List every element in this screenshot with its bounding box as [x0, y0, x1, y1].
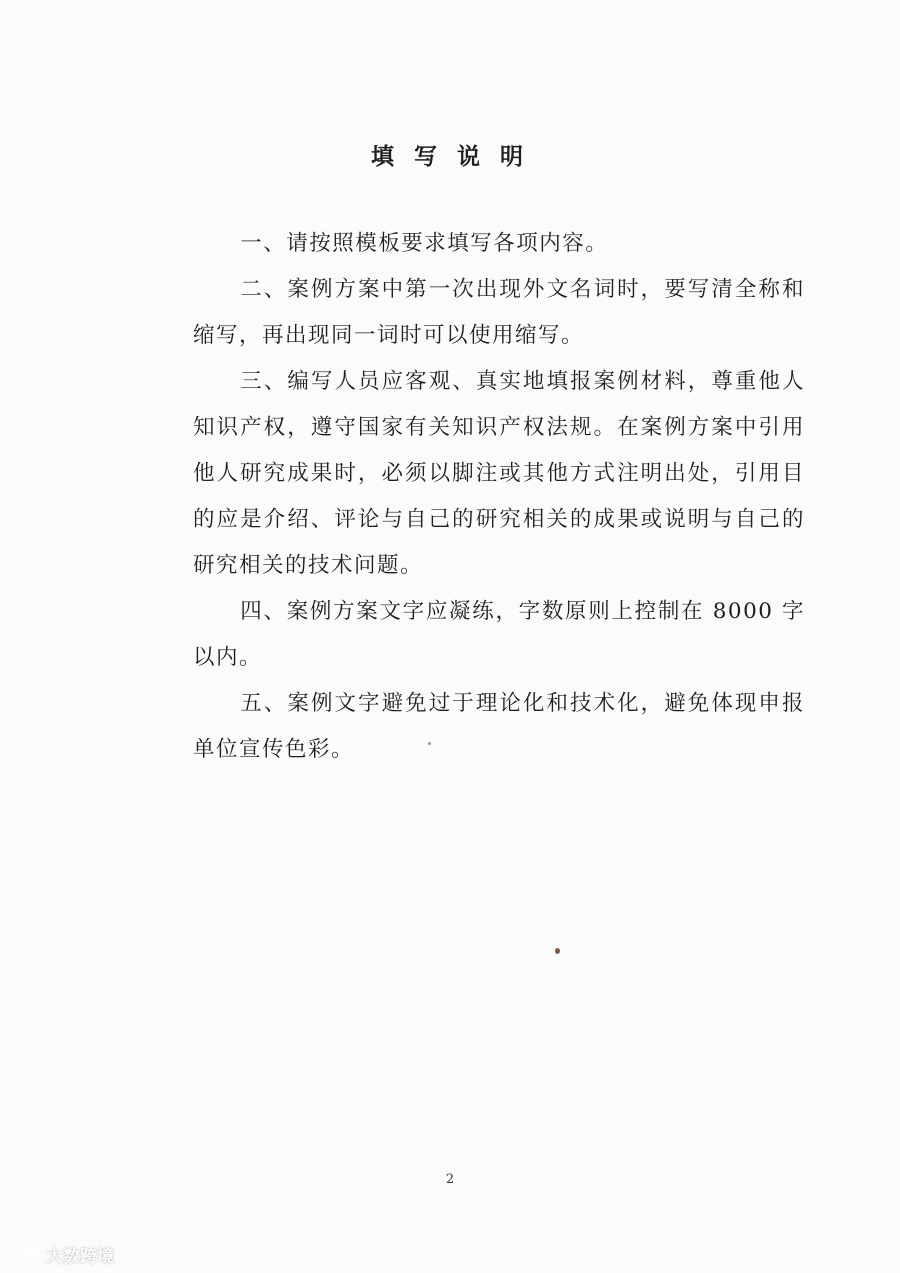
instructions-body [193, 221, 805, 773]
instruction-item-2: 二、案例方案中第一次出现外文名词时，要写清全称和缩写，再出现同一词时可以使用缩写。 [193, 277, 805, 348]
watermark [10, 1240, 114, 1268]
document-title: 填 写 说 明 [370, 143, 530, 170]
watermark-text: 大数跨境 [46, 1246, 114, 1267]
page-number: 2 [445, 1172, 455, 1187]
instruction-item-4: 四、案例方案文字应凝练，字数原则上控制在 8000 字以内。 [193, 599, 805, 670]
scan-speck [428, 742, 431, 745]
instruction-item-5: 五、案例文字避免过于理论化和技术化，避免体现申报单位宣传色彩。 [193, 691, 805, 762]
instruction-item-3: 三、编写人员应客观、真实地填报案例材料，尊重他人知识产权，遵守国家有关知识产权法规。在案例方案中引用他人研究成果时，必须以脚注或其他方式注明出处，引用目的应是介绍、评论与自己的研究相关的成果或说明与自己的研究相关的技术问题。 [193, 369, 805, 578]
instruction-item-1: 一、请按照模板要求填写各项内容。 [240, 231, 609, 256]
logo-icon [10, 1243, 42, 1265]
scan-speck [555, 948, 560, 954]
